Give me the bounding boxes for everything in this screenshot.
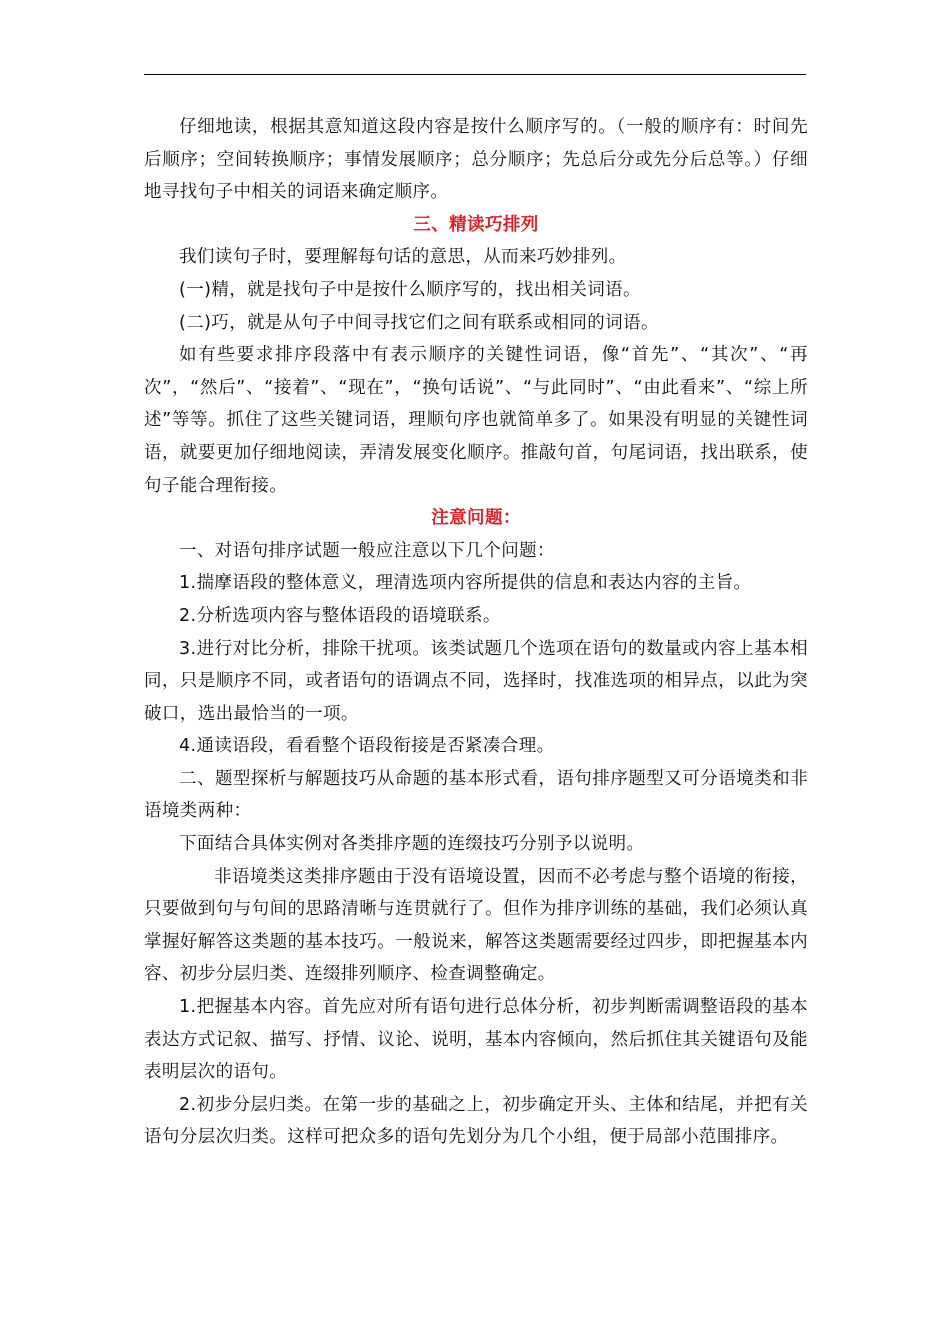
para-types-intro: 二、题型探析与解题技巧从命题的基本形式看，语句排序题型又可分语境类和非语境类两种：: [144, 768, 808, 822]
para-examples-intro: 下面结合具体实例对各类排序题的连缀技巧分别予以说明。: [179, 834, 645, 855]
para-step-2: 2.初步分层归类。在第一步的基础之上，初步确定开头、主体和结尾，并把有关语句分层次归类。这样可把众多的语句先划分为几个小组，便于局部小范围排序。: [144, 1094, 808, 1148]
para-jing: (一)精，就是找句子中是按什么顺序写的，找出相关词语。: [179, 279, 641, 300]
para-keywords: 如有些要求排序段落中有表示顺序的关键性词语，像“首先”、“其次”、“再次”，“然后”、“接着”、“现在”，“换句话说”、“与此同时”、“由此看来”、“综上所述”等等。抓住了这些关键词语，理顺句序也就简单多了。如果没有明显的关键性词语，就要更加仔细地阅读，弄清发展变化顺序。推敲句首，句尾词语，找出联系，使句子能合理衔接。: [144, 345, 808, 496]
para-non-context: 非语境类这类排序题由于没有语境设置，因而不必考虑与整个语境的衔接，只要做到句与句间的思路清晰与连贯就行了。但作为排序训练的基础，我们必须认真掌握好解答这类题的基本技巧。一般说来，解答这类题需要经过四步，即把握基本内容、初步分层归类、连缀排列顺序、检查调整确定。: [144, 866, 808, 985]
para-notes-intro: 一、对语句排序试题一般应注意以下几个问题：: [179, 540, 555, 561]
para-note-3: 3.进行对比分析，排除干扰项。该类试题几个选项在语句的数量或内容上基本相同，只是顺序不同，或者语句的语调点不同，选择时，找准选项的相异点，以此为突破口，选出最恰当的一项。: [144, 638, 808, 724]
document-body: [144, 111, 808, 1154]
section-heading-jingdu: 三、精读巧排列: [413, 214, 539, 235]
para-understand: 我们读句子时，要理解每句话的意思，从而来巧妙排列。: [179, 247, 627, 268]
section-heading-notes: 注意问题：: [431, 508, 521, 529]
para-note-1: 1.揣摩语段的整体意义，理清选项内容所提供的信息和表达内容的主旨。: [179, 573, 752, 594]
para-note-4: 4.通读语段，看看整个语段衔接是否紧凑合理。: [179, 736, 555, 757]
para-note-2: 2.分析选项内容与整体语段的语境联系。: [179, 605, 501, 626]
para-step-1: 1.把握基本内容。首先应对所有语句进行总体分析，初步判断需调整语段的基本表达方式记叙、描写、抒情、议论、说明，基本内容倾向，然后抓住其关键语句及能表明层次的语句。: [144, 997, 808, 1083]
header-rule: [144, 74, 806, 75]
para-reading-order: 仔细地读，根据其意知道这段内容是按什么顺序写的。（一般的顺序有：时间先后顺序；空间转换顺序；事情发展顺序；总分顺序；先总后分或先分后总等。）仔细地寻找句子中相关的词语来确定顺序。: [144, 117, 808, 203]
para-qiao: (二)巧，就是从句子中间寻找它们之间有联系或相同的词语。: [179, 312, 659, 333]
